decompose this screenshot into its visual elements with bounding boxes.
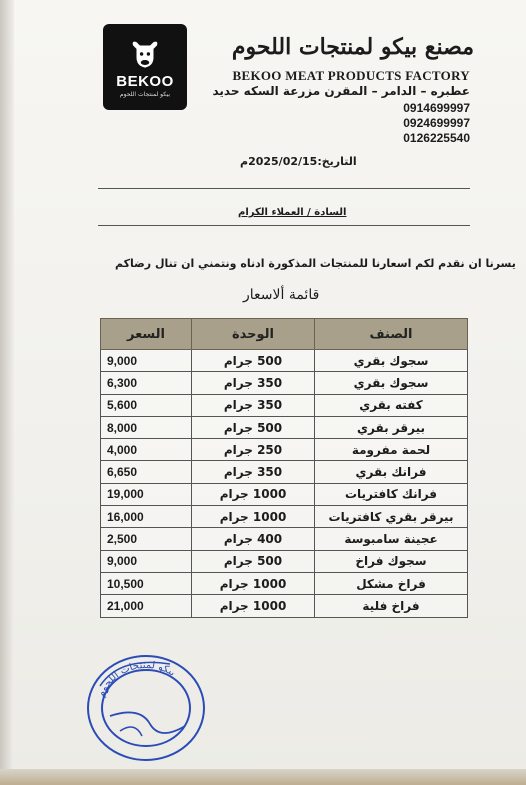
stamp-text: بيكو لمنتجات اللحوم [95,659,178,699]
table-row [101,416,468,438]
svg-text:بيكو لمنتجات اللحوم [96,660,177,699]
divider-line [98,188,470,189]
bull-head-icon [128,37,162,71]
cell-item: فراخ مشكل [315,572,468,594]
company-stamp [80,646,212,770]
table-row [101,595,468,617]
table-row [101,528,468,550]
cell-price: 6,300 [101,372,192,394]
phone-number: 0914699997 [403,101,470,115]
cell-price: 8,000 [101,416,192,438]
table-row [101,483,468,505]
logo-sub-text: بيكو لمنتجات اللحوم [119,90,171,98]
cell-item: سجوك بقري [315,350,468,372]
cell-item: فرانك بقري [315,461,468,483]
table-row [101,506,468,528]
table-row [101,394,468,416]
cell-item: فرانك كافتريات [315,483,468,505]
cell-item: فراخ فلية [315,595,468,617]
table-row [101,372,468,394]
cell-item: لحمة مفرومة [315,439,468,461]
cell-price: 9,000 [101,350,192,372]
cell-price: 4,000 [101,439,192,461]
table-row [101,350,468,372]
cell-price: 6,650 [101,461,192,483]
table-header-row [101,319,468,350]
cell-price: 16,000 [101,506,192,528]
cell-price: 10,500 [101,572,192,594]
cell-item: بيرقر بقري [315,416,468,438]
cell-item: بيرقر بقري كافتريات [315,506,468,528]
cell-price: 21,000 [101,595,192,617]
table-row [101,461,468,483]
cell-unit: 350 جرام [192,461,315,483]
cell-item: سجوك فراخ [315,550,468,572]
cell-unit: 1000 جرام [192,483,315,505]
cell-price: 9,000 [101,550,192,572]
company-address: عطبره – الدامر – المقرن مزرعة السكه حديد [212,84,470,98]
cell-item: سجوك بقري [315,372,468,394]
column-header-price: السعر [101,319,192,350]
column-header-unit: الوحدة [192,319,315,350]
column-header-item: الصنف [315,319,468,350]
cell-unit: 250 جرام [192,439,315,461]
divider-line [98,225,470,226]
cell-price: 2,500 [101,528,192,550]
cell-price: 5,600 [101,394,192,416]
cell-unit: 1000 جرام [192,595,315,617]
cell-item: عجينة سامبوسة [315,528,468,550]
document-date: التاريخ:2025/02/15م [240,155,357,168]
recipient-line: السادة / العملاء الكرام [238,207,347,218]
cell-unit: 500 جرام [192,550,315,572]
cell-price: 19,000 [101,483,192,505]
company-name-arabic: مصنع بيكو لمنتجات اللحوم [231,34,474,60]
cell-item: كفته بقري [315,394,468,416]
cell-unit: 500 جرام [192,350,315,372]
page-edge-bottom [0,769,526,785]
logo-brand-text: BEKOO [116,72,174,90]
cell-unit: 1000 جرام [192,572,315,594]
page-edge-left [0,0,14,785]
price-list-title: قائمة ألاسعار [243,287,320,303]
cell-unit: 400 جرام [192,528,315,550]
price-table-body [101,350,468,618]
phone-number: 0924699997 [403,116,470,130]
table-row [101,439,468,461]
cell-unit: 500 جرام [192,416,315,438]
intro-paragraph: يسرنا ان نقدم لكم اسعارنا للمنتجات المذكورة ادناه ونتمني ان تنال رضاكم [115,257,516,270]
cell-unit: 350 جرام [192,394,315,416]
table-row [101,550,468,572]
cell-unit: 1000 جرام [192,506,315,528]
cell-unit: 350 جرام [192,372,315,394]
table-row [101,572,468,594]
price-table [100,318,468,618]
company-logo [103,24,187,110]
company-name-english: BEKOO MEAT PRODUCTS FACTORY [232,68,470,83]
phone-number: 0126225540 [403,131,470,145]
